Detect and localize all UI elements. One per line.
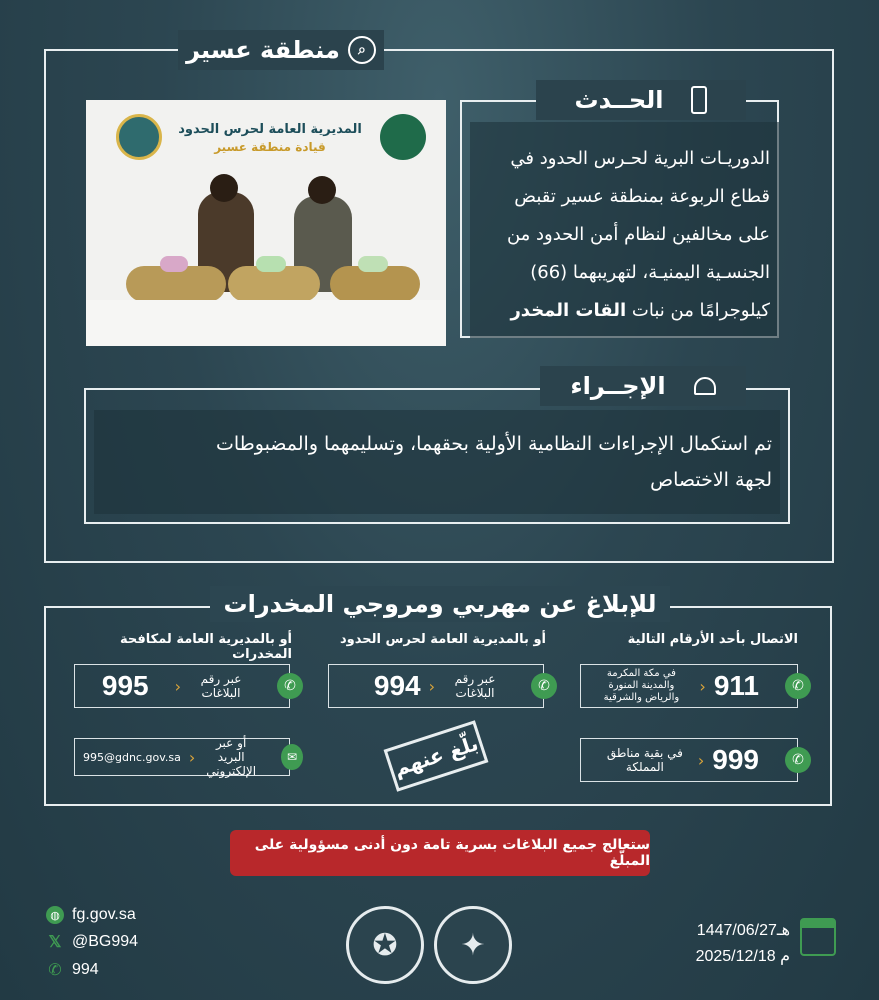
event-text (474, 140, 770, 330)
event-title: الحــدث (574, 86, 664, 114)
col-left-title: أو بالمديرية العامة لمكافحة المخدرات (119, 632, 292, 662)
footer-website-row[interactable] (46, 906, 138, 924)
confidentiality-notice: ستعالج جميع البلاغات بسرية تامة دون أدنى مسؤولية على المبلّغ (230, 830, 650, 876)
x-icon: 𝕏 (48, 934, 62, 951)
email-label: أو عبر البريد الإلكتروني (206, 736, 257, 778)
footer-website[interactable]: fg.gov.sa (72, 906, 136, 923)
chevron-icon: ‹ (428, 676, 435, 696)
number-911-label: في مكة المكرمة والمدينة المنورة والرياض والشرقية (603, 668, 680, 703)
number-911: 911 (713, 670, 759, 701)
event-line-3: على مخالفين لنظام أمن الحدود من (506, 224, 770, 245)
event-photo (86, 100, 446, 346)
number-995-label: عبر رقم البلاغات (200, 672, 242, 700)
date-gregorian: 2025/12/18 م (695, 948, 790, 965)
mail-icon: ✉ (281, 744, 303, 770)
footer-contacts (46, 906, 138, 980)
region-tag (178, 30, 384, 70)
action-line-2: لجهة الاختصاص (650, 469, 772, 491)
event-line-2: قطاع الربوعة بمنطقة عسير تقبض (514, 186, 770, 207)
saudi-emblem-seal: ✦ (434, 906, 512, 984)
phone-icon: ✆ (785, 747, 811, 773)
number-999: 999 (712, 744, 759, 775)
number-994-box[interactable] (328, 664, 550, 708)
saudi-emblem-logo (380, 114, 426, 160)
date-hijri: 1447/06/27هـ (696, 922, 790, 939)
footer-twitter-row[interactable] (46, 932, 138, 952)
event-line-5-prefix: كيلوجرامًا من نبات (626, 300, 770, 321)
photo-org-title: المديرية العامة لحرس الحدود (178, 122, 362, 137)
search-icon: ⌕ (348, 36, 376, 64)
action-line-1: تم استكمال الإجراءات النظامية الأولية بحقهما، وتسليمهما والمضبوطات (215, 433, 772, 455)
walkie-talkie-icon (691, 86, 707, 114)
event-line-5 (474, 292, 770, 330)
action-text (100, 426, 772, 498)
chevron-icon: ‹ (174, 676, 181, 696)
event-line-5-bold: القات المخدر (510, 300, 627, 321)
calendar-icon (800, 918, 836, 956)
number-999-box[interactable] (580, 738, 804, 782)
chevron-icon: ‹ (699, 676, 706, 696)
number-994-label: عبر رقم البلاغات (454, 672, 496, 700)
event-line-4: الجنسـية اليمنيـة، لتهريبهما (66) (530, 262, 770, 283)
action-title: الإجــراء (570, 372, 666, 400)
region-title: منطقة عسير (186, 36, 340, 64)
email-address[interactable]: 995@gdnc.gov.sa (83, 750, 181, 764)
footer-twitter[interactable]: @BG994 (72, 933, 139, 950)
globe-icon: ◍ (46, 906, 64, 924)
footer-phone-row[interactable] (46, 960, 138, 980)
action-tag (540, 366, 746, 406)
footer-phone[interactable]: 994 (72, 961, 99, 978)
siren-icon (694, 377, 716, 395)
photo-org-subtitle: قيادة منطقة عسير (214, 140, 326, 154)
number-999-label: في بقية مناطق المملكة (606, 746, 683, 774)
number-995-box[interactable] (74, 664, 296, 708)
event-line-1: الدوريـات البرية لحـرس الحدود في (510, 148, 770, 169)
report-heading: للإبلاغ عن مهربي ومروجي المخدرات (210, 586, 670, 622)
event-tag (536, 80, 746, 120)
border-guard-logo (116, 114, 162, 160)
phone-icon: ✆ (785, 673, 811, 699)
chevron-icon: ‹ (697, 750, 705, 770)
number-911-box[interactable] (580, 664, 804, 708)
col-mid-title: أو بالمديرية العامة لحرس الحدود (340, 632, 546, 647)
chevron-icon: ‹ (188, 747, 196, 767)
report-stamp: بلّغ عنهم (384, 720, 489, 792)
email-box[interactable] (74, 736, 298, 778)
footer-dates (650, 918, 790, 970)
anti-narcotics-seal: ✪ (346, 906, 424, 984)
phone-icon: ✆ (48, 962, 62, 979)
number-994: 994 (373, 670, 421, 701)
phone-icon: ✆ (277, 673, 303, 699)
phone-icon: ✆ (531, 673, 557, 699)
col-right-title: الاتصال بأحد الأرقام التالية (627, 632, 798, 647)
number-995: 995 (101, 670, 149, 701)
